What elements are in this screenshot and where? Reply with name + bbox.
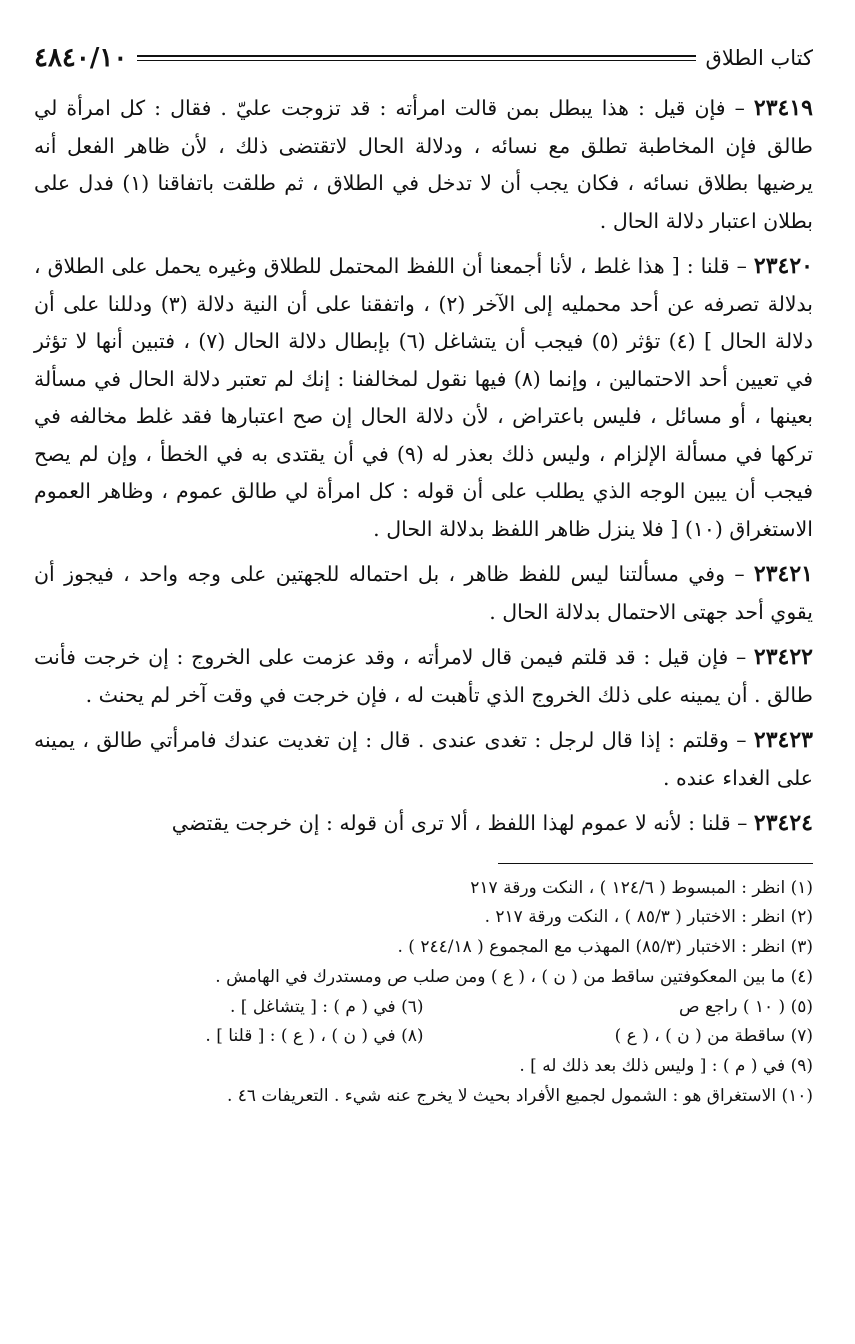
paragraph-number: ٢٣٤٢١ [753,561,813,587]
main-text [34,90,813,843]
paragraph-text: – قلنا : [ هذا غلط ، لأنا أجمعنا أن اللفظ المحتمل للطلاق وغيره يحمل على الطلاق ، بدلالة تصرفه عن أحد محمليه إلى الآخر (٢) ، واتفقنا على أن النية دلالة (٣) ودللنا على أن دلالة الحال ] (٤) تؤثر (٥) فيجب أن يتشاغل (٦) بإبطال دلالة الحال (٧) ، فتبين أنها لا تؤثر في تعيين أحد الاحتمالين ، وإنما (٨) فيها نقول لمخالفنا : إنك لم تعتبر دلالة الحال في مسألة بعينها ، أو مسائل ، فليس باعتراض ، لأن دلالة الحال إن صح اعتبارها فقد غلط مخالفه في تركها في مسألة الإلزام ، وليس ذلك بعذر له (٩) في أن يقتدى به في الخطأ ، وإن لم يصح فيجب أن يبين الوجه الذي يطلب على أن قوله : كل امرأة لي طالق عموم ، وظاهر العموم الاستغراق (١٠) [ فلا ينزل ظاهر اللفظ بدلالة الحال . [34,254,813,541]
footnote: (٤) ما بين المعكوفتين ساقط من ( ن ) ، ( ع ) ومن صلب ص ومستدرك في الهامش . [215,966,813,987]
paragraph [34,722,813,797]
footnote-row [34,1022,813,1052]
paragraph [34,248,813,548]
footnote-separator [498,863,813,864]
footnote: (٣) انظر : الاختبار (٨٥/٣) المهذب مع المجموع ( ٢٤٤/١٨ ) . [397,937,813,958]
footnote: (١) انظر : المبسوط ( ١٢٤/٦ ) ، النكت ورقة ٢١٧ [470,877,813,898]
paragraph-number: ٢٣٤٢٣ [753,727,813,753]
paragraph-text: – فإن قيل : قد قلتم فيمن قال لامرأته ، وقد عزمت على الخروج : إن خرجت فأنت طالق . أن يمينه على ذلك الخروج الذي تأهبت له ، فإن خرجت في وقت آخر لم يحنث . [34,645,813,707]
footnotes [34,874,813,1112]
page-number: ٤٨٤٠/١٠ [34,43,128,73]
footnote: (٢) انظر : الاختبار ( ٨٥/٣ ) ، النكت ورقة ٢١٧ . [484,907,813,928]
header-rule [137,55,695,61]
paragraph-text: – فإن قيل : هذا يبطل بمن قالت امرأته : قد تزوجت عليّ . فقال : كل امرأة لي طالق فإن المخاطبة تطلق مع نسائه ، ودلالة الحال لاتقتضى ذلك ، لأن ظاهر الفعل أنه يرضيها بطلاق نسائه ، فكان يجب أن لا تدخل في الطلاق ، ثم طلقت باتفاقنا (١) فدل على بطلان اعتبار دلالة الحال . [34,96,813,233]
footnote: (٩) في ( م ) : [ وليس ذلك بعد ذلك له ] . [519,1056,813,1077]
paragraph [34,805,813,843]
paragraph-number: ٢٣٤٢٠ [753,253,813,279]
running-header [34,40,813,76]
footnote: (٥) ( ١٠ ) راجع ص [678,996,813,1017]
footnote: (١٠) الاستغراق هو : الشمول لجميع الأفراد بحيث لا يخرج عنه شيء . التعريفات ٤٦ . [226,1086,813,1107]
paragraph-text: – وفي مسألتنا ليس للفظ ظاهر ، بل احتماله للجهتين على وجه واحد ، فيجوز أن يقوي أحد جهتى الاحتمال بدلالة الحال . [34,562,813,624]
paragraph [34,639,813,714]
footnote: (٦) في ( م ) : [ يتشاغل ] . [229,996,424,1017]
paragraph-number: ٢٣٤٢٤ [753,810,813,836]
book-title: كتاب الطلاق [705,46,813,70]
footnote: (٨) في ( ن ) ، ( ع ) : [ قلنا ] . [205,1026,424,1047]
paragraph-number: ٢٣٤٢٢ [753,644,813,670]
paragraph-text: – وقلتم : إذا قال لرجل : تغدى عندى . قال : إن تغديت عندك فامرأتي طالق ، يمينه على الغداء عنده . [34,728,813,790]
paragraph [34,556,813,631]
footnote-row [34,993,813,1023]
paragraph [34,90,813,240]
paragraph-text: – قلنا : لأنه لا عموم لهذا اللفظ ، ألا ترى أن قوله : إن خرجت يقتضي [171,811,754,835]
paragraph-number: ٢٣٤١٩ [753,95,813,121]
footnote: (٧) ساقطة من ( ن ) ، ( ع ) [614,1026,813,1047]
